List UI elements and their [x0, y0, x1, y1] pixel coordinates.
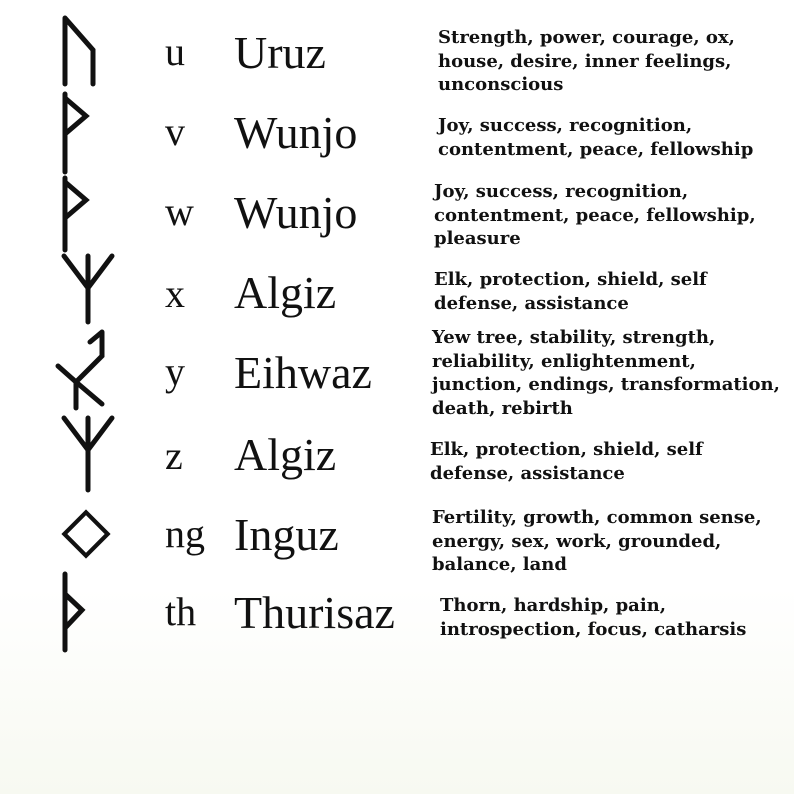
uruz-rune-icon: [56, 16, 106, 86]
latin-letter: y: [165, 349, 185, 394]
wunjo-rune-icon: [56, 92, 106, 174]
rune-meaning: Thorn, hardship, pain, introspection, focus, catharsis: [440, 595, 747, 640]
latin-letter: z: [165, 433, 183, 478]
thurisaz-rune-icon: [56, 572, 106, 652]
wunjo-rune-icon: [56, 176, 106, 252]
rune-meaning: Joy, success, recognition, contentment, peace, fellowship, pleasure: [434, 181, 756, 249]
inguz-rune-icon: [56, 506, 106, 562]
rune-meaning: Elk, protection, shield, self defense, assistance: [430, 439, 703, 484]
algiz-rune-icon: [56, 252, 106, 324]
rune-name: Algiz: [234, 429, 337, 480]
rune-meaning: Elk, protection, shield, self defense, assistance: [434, 269, 707, 314]
rune-name: Wunjo: [234, 107, 358, 158]
rune-name: Wunjo: [234, 187, 358, 238]
rune-name: Inguz: [234, 509, 339, 560]
rune-meaning: Joy, success, recognition, contentment, peace, fellowship: [438, 115, 754, 160]
rune-meaning: Yew tree, stability, strength, reliability, enlightenment, junction, endings, transformation, death, rebirth: [432, 327, 780, 419]
latin-letter: x: [165, 271, 185, 316]
algiz-rune-icon: [56, 414, 106, 492]
rune-name: Eihwaz: [234, 347, 372, 398]
latin-letter: v: [165, 109, 185, 154]
rune-meaning: Fertility, growth, common sense, energy, sex, work, grounded, balance, land: [432, 507, 762, 575]
latin-letter: w: [165, 189, 194, 234]
rune-name: Algiz: [234, 267, 337, 318]
eihwaz-rune-icon: [56, 330, 106, 410]
latin-letter: u: [165, 29, 185, 74]
rune-meaning: Strength, power, courage, ox, house, desire, inner feelings, unconscious: [438, 27, 735, 95]
latin-letter: th: [165, 589, 197, 634]
rune-name: Thurisaz: [234, 587, 395, 638]
rune-name: Uruz: [234, 27, 326, 78]
latin-letter: ng: [165, 511, 205, 556]
